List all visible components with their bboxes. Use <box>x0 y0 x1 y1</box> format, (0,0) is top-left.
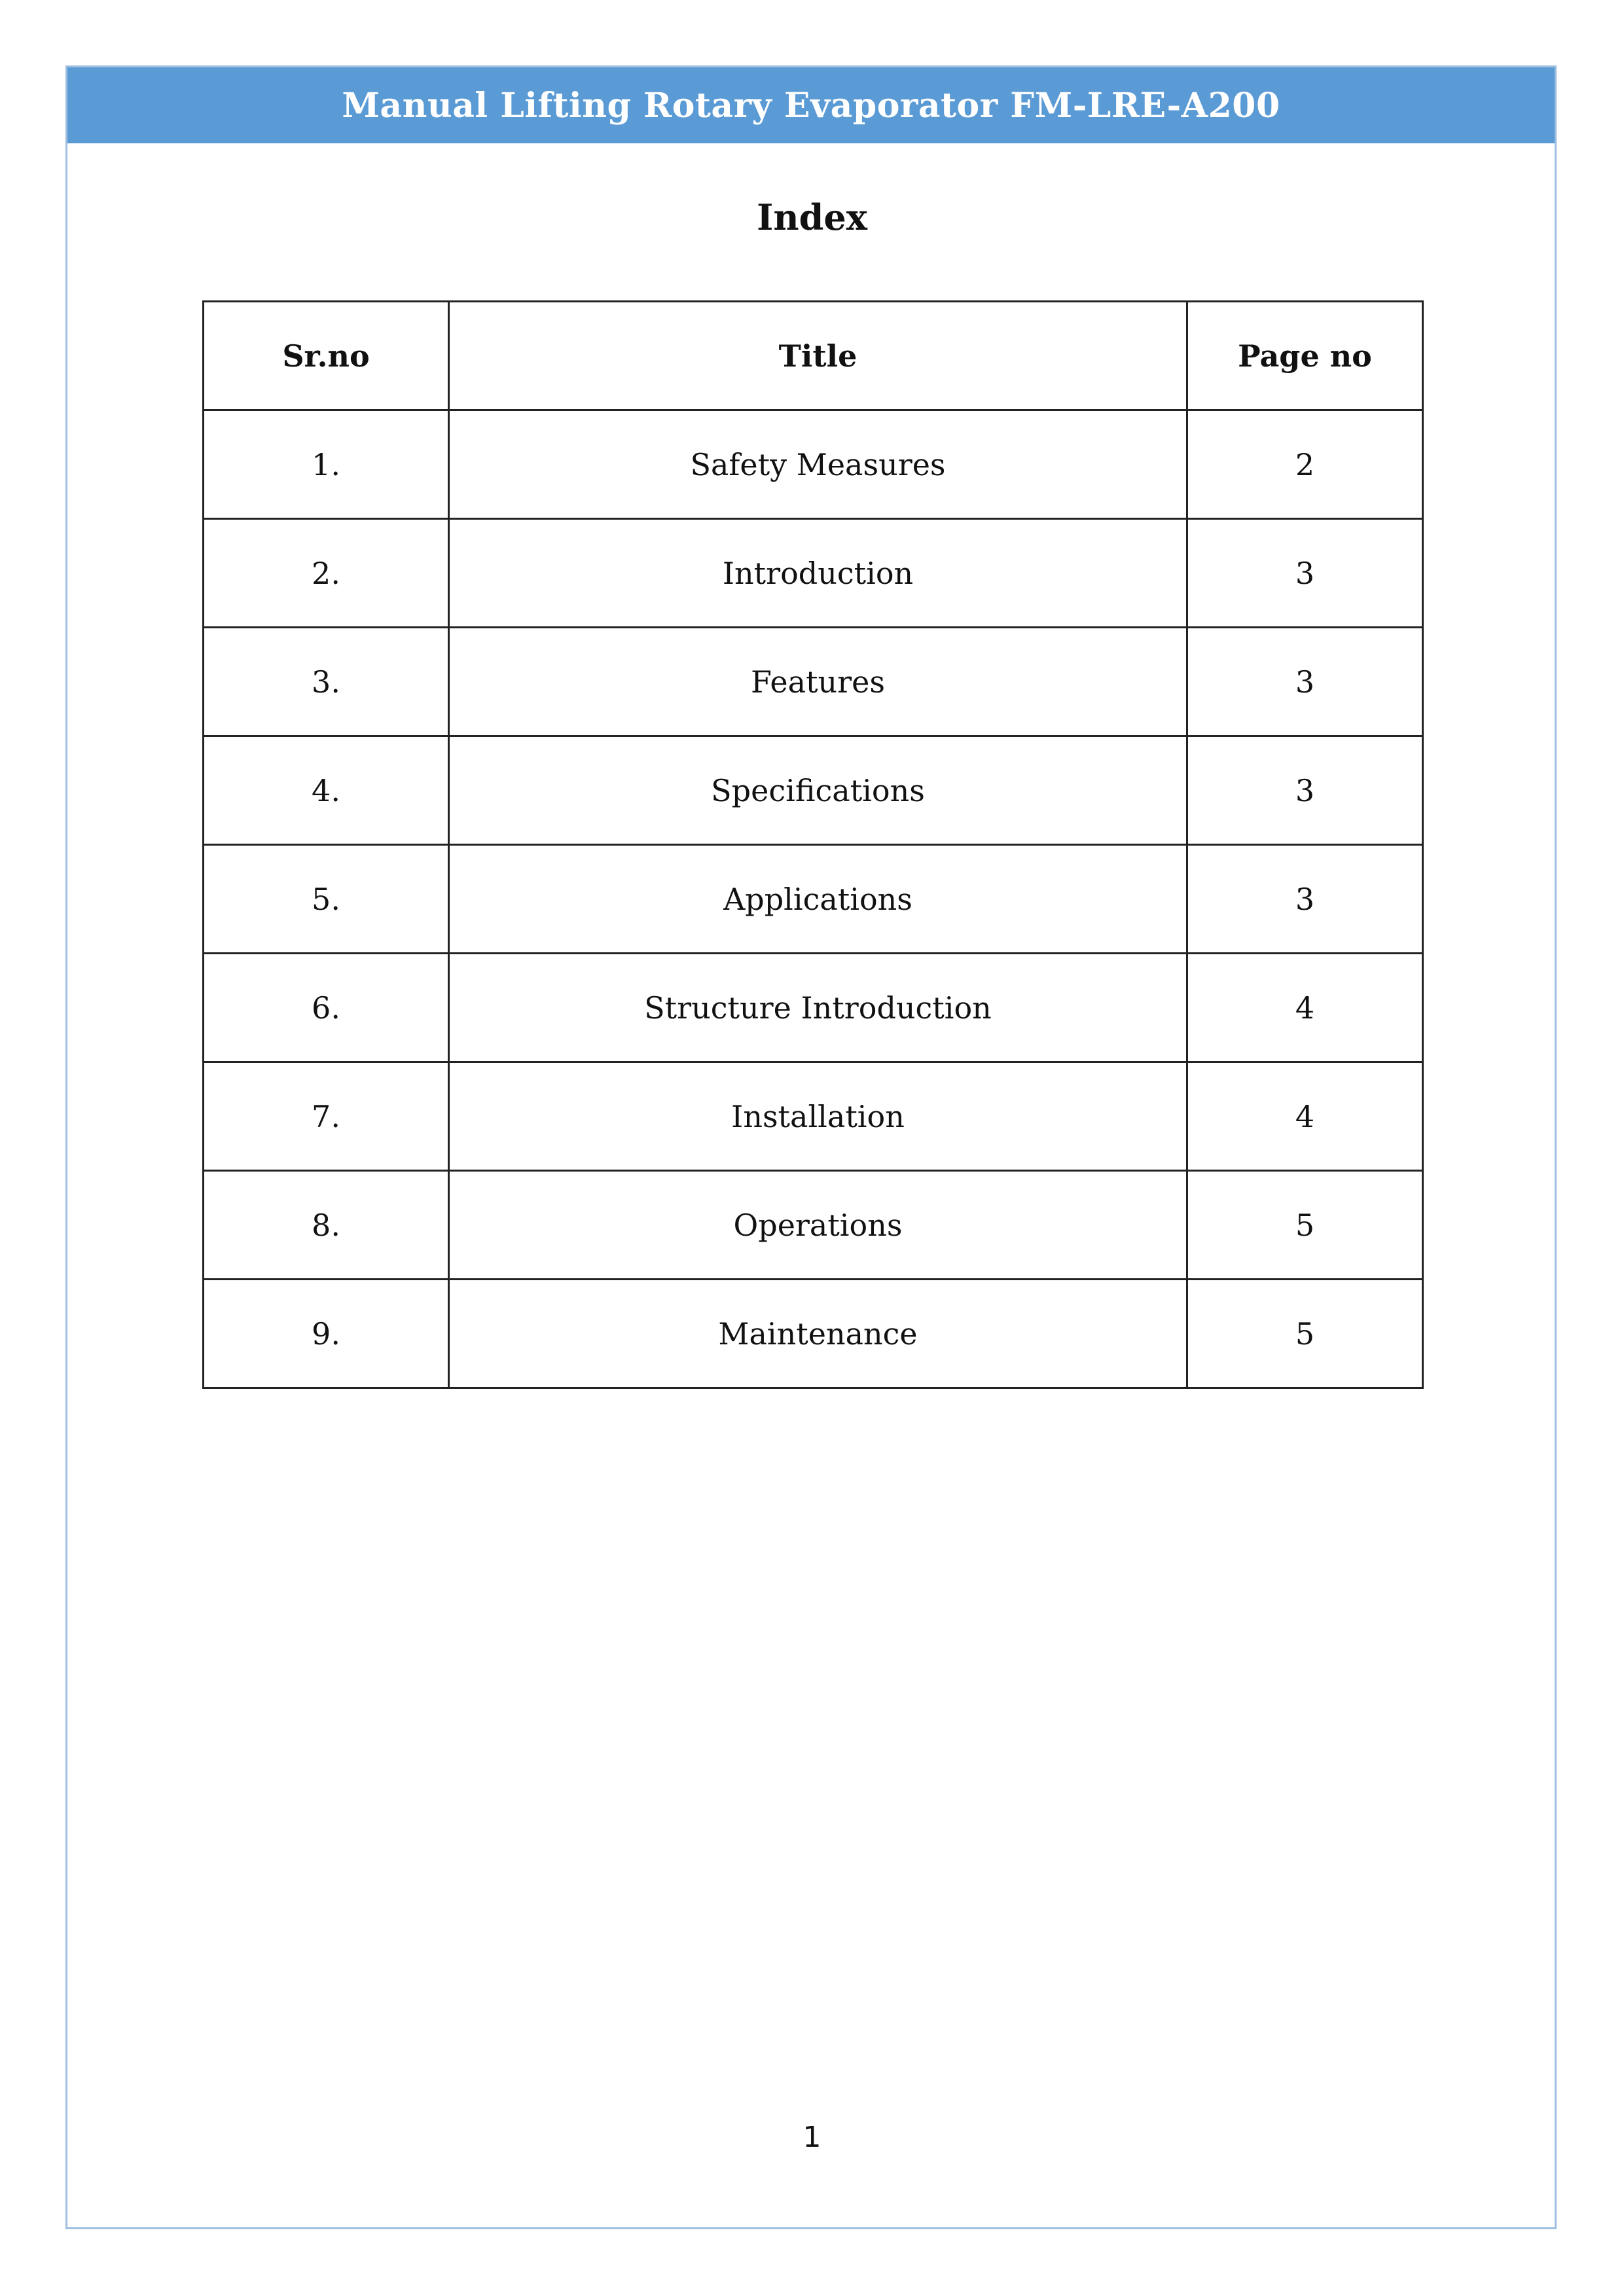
row-title: Introduction <box>449 519 1187 628</box>
row-srno: 9. <box>204 1280 449 1388</box>
row-title: Installation <box>449 1062 1187 1171</box>
row-srno: 6. <box>204 954 449 1062</box>
row-page: 5 <box>1187 1280 1423 1388</box>
table-row <box>204 628 1423 736</box>
column-header-page: Page no <box>1187 302 1423 410</box>
row-page: 2 <box>1187 410 1423 519</box>
row-srno: 3. <box>204 628 449 736</box>
row-srno: 8. <box>204 1171 449 1280</box>
index-heading: Index <box>757 196 867 238</box>
row-page: 5 <box>1187 1171 1423 1280</box>
row-srno: 7. <box>204 1062 449 1171</box>
row-srno: 2. <box>204 519 449 628</box>
document-title: Manual Lifting Rotary Evaporator FM-LRE-A200 <box>342 85 1280 126</box>
table-row <box>204 1171 1423 1280</box>
row-title: Features <box>449 628 1187 736</box>
row-srno: 1. <box>204 410 449 519</box>
row-page: 4 <box>1187 954 1423 1062</box>
table-row <box>204 410 1423 519</box>
row-page: 4 <box>1187 1062 1423 1171</box>
row-title: Specifications <box>449 736 1187 845</box>
row-srno: 4. <box>204 736 449 845</box>
row-page: 3 <box>1187 519 1423 628</box>
header-bar <box>67 67 1555 143</box>
row-title: Operations <box>449 1171 1187 1280</box>
table-row <box>204 1062 1423 1171</box>
index-table <box>202 300 1424 1389</box>
page-number: 1 <box>803 2121 821 2154</box>
table-row <box>204 736 1423 845</box>
row-title: Applications <box>449 845 1187 954</box>
row-title: Safety Measures <box>449 410 1187 519</box>
column-header-title: Title <box>449 302 1187 410</box>
table-row <box>204 954 1423 1062</box>
row-srno: 5. <box>204 845 449 954</box>
row-title: Structure Introduction <box>449 954 1187 1062</box>
table-header-row <box>204 302 1423 410</box>
table-row <box>204 1280 1423 1388</box>
row-page: 3 <box>1187 628 1423 736</box>
row-title: Maintenance <box>449 1280 1187 1388</box>
column-header-srno: Sr.no <box>204 302 449 410</box>
row-page: 3 <box>1187 736 1423 845</box>
row-page: 3 <box>1187 845 1423 954</box>
table-row <box>204 845 1423 954</box>
table-row <box>204 519 1423 628</box>
